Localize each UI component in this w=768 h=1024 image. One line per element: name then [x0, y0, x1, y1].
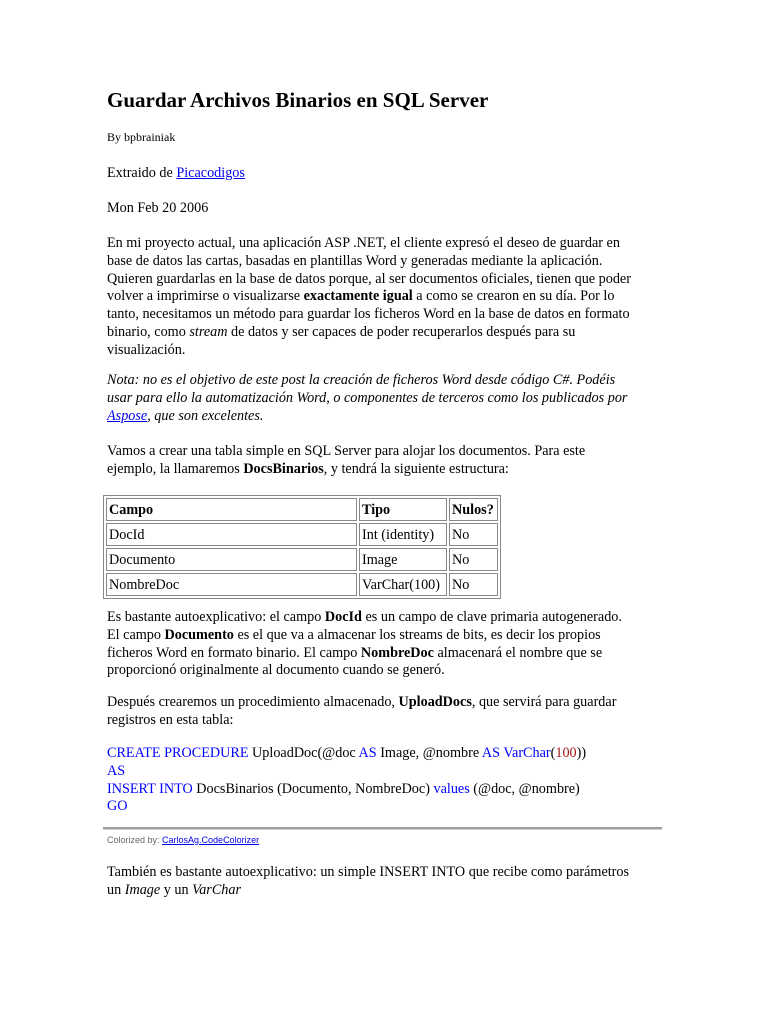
source-line: Extraido de Picacodigos	[107, 165, 245, 181]
table-row	[106, 548, 498, 571]
code-colorizer-link[interactable]: CarlosAg.CodeColorizer	[162, 835, 260, 845]
table-cell: VarChar(100)	[359, 573, 447, 596]
procedure-paragraph: Después crearemos un procedimiento almacenado, UploadDocs, que servirá para guardar registros en esta tabla:	[107, 694, 617, 728]
table-cell: Int (identity)	[359, 523, 447, 546]
table-cell: No	[449, 573, 498, 596]
table-cell: Image	[359, 548, 447, 571]
table-header-cell: Tipo	[359, 498, 447, 521]
intro-paragraph: En mi proyecto actual, una aplicación ASP .NET, el cliente expresó el deseo de guardar en base de datos las cartas, basadas en plantillas Word y generadas mediante la aplicación. Quieren guardarlas en la base de datos porque, al ser documentos oficiales, tienen que poder volver a imprimirse o visualizarse exactamente igual a como se crearon en su día. Por lo tanto, necesitamos un método para guardar los ficheros Word en la base de datos en formato binario, como stream de datos y ser capaces de poder recuperarlos después para su visualización.	[107, 235, 631, 358]
table-header-cell: Nulos?	[449, 498, 498, 521]
fields-paragraph: Es bastante autoexplicativo: el campo DocId es un campo de clave primaria autogenerado. El campo Documento es el que va a almacenar los streams de bits, es decir los propios ficheros Word en formato binario. El campo NombreDoc almacenará el nombre que se proporcionó originalmente al documento cuando se generó.	[107, 609, 622, 679]
sql-code-block	[107, 745, 586, 816]
post-date: Mon Feb 20 2006	[107, 200, 209, 216]
code-line: AS	[107, 762, 126, 779]
table-row	[106, 573, 498, 596]
table-row	[106, 523, 498, 546]
table-cell: NombreDoc	[106, 573, 357, 596]
table-cell: DocId	[106, 523, 357, 546]
code-line: GO	[107, 798, 128, 815]
picacodigos-link[interactable]: Picacodigos	[176, 165, 245, 181]
table-header-row	[106, 498, 498, 521]
horizontal-divider	[103, 827, 662, 830]
table-cell: No	[449, 548, 498, 571]
byline: By bpbrainiak	[107, 130, 176, 144]
table-intro-paragraph: Vamos a crear una tabla simple en SQL Server para alojar los documentos. Para este ejemplo, la llamaremos DocsBinarios, y tendrá la siguiente estructura:	[107, 443, 586, 477]
note-paragraph: Nota: no es el objetivo de este post la creación de ficheros Word desde código C#. Podéis usar para ello la automatización Word, o componentes de terceros como los publicados por Aspose, que son excelentes.	[107, 372, 628, 424]
page-title: Guardar Archivos Binarios en SQL Server	[107, 88, 489, 112]
table-header-cell: Campo	[106, 498, 357, 521]
code-line: INSERT INTO DocsBinarios (Documento, NombreDoc) values (@doc, @nombre)	[107, 780, 580, 797]
table-cell: Documento	[106, 548, 357, 571]
table-cell: No	[449, 523, 498, 546]
aspose-link[interactable]: Aspose	[107, 407, 148, 424]
structure-table	[103, 495, 501, 599]
closing-paragraph: También es bastante autoexplicativo: un simple INSERT INTO que recibe como parámetros un Image y un VarChar	[107, 864, 630, 898]
colorized-credit: Colorized by: CarlosAg.CodeColorizer	[107, 835, 260, 845]
code-line: CREATE PROCEDURE UploadDoc(@doc AS Image, @nombre AS VarChar(100))	[107, 745, 587, 761]
